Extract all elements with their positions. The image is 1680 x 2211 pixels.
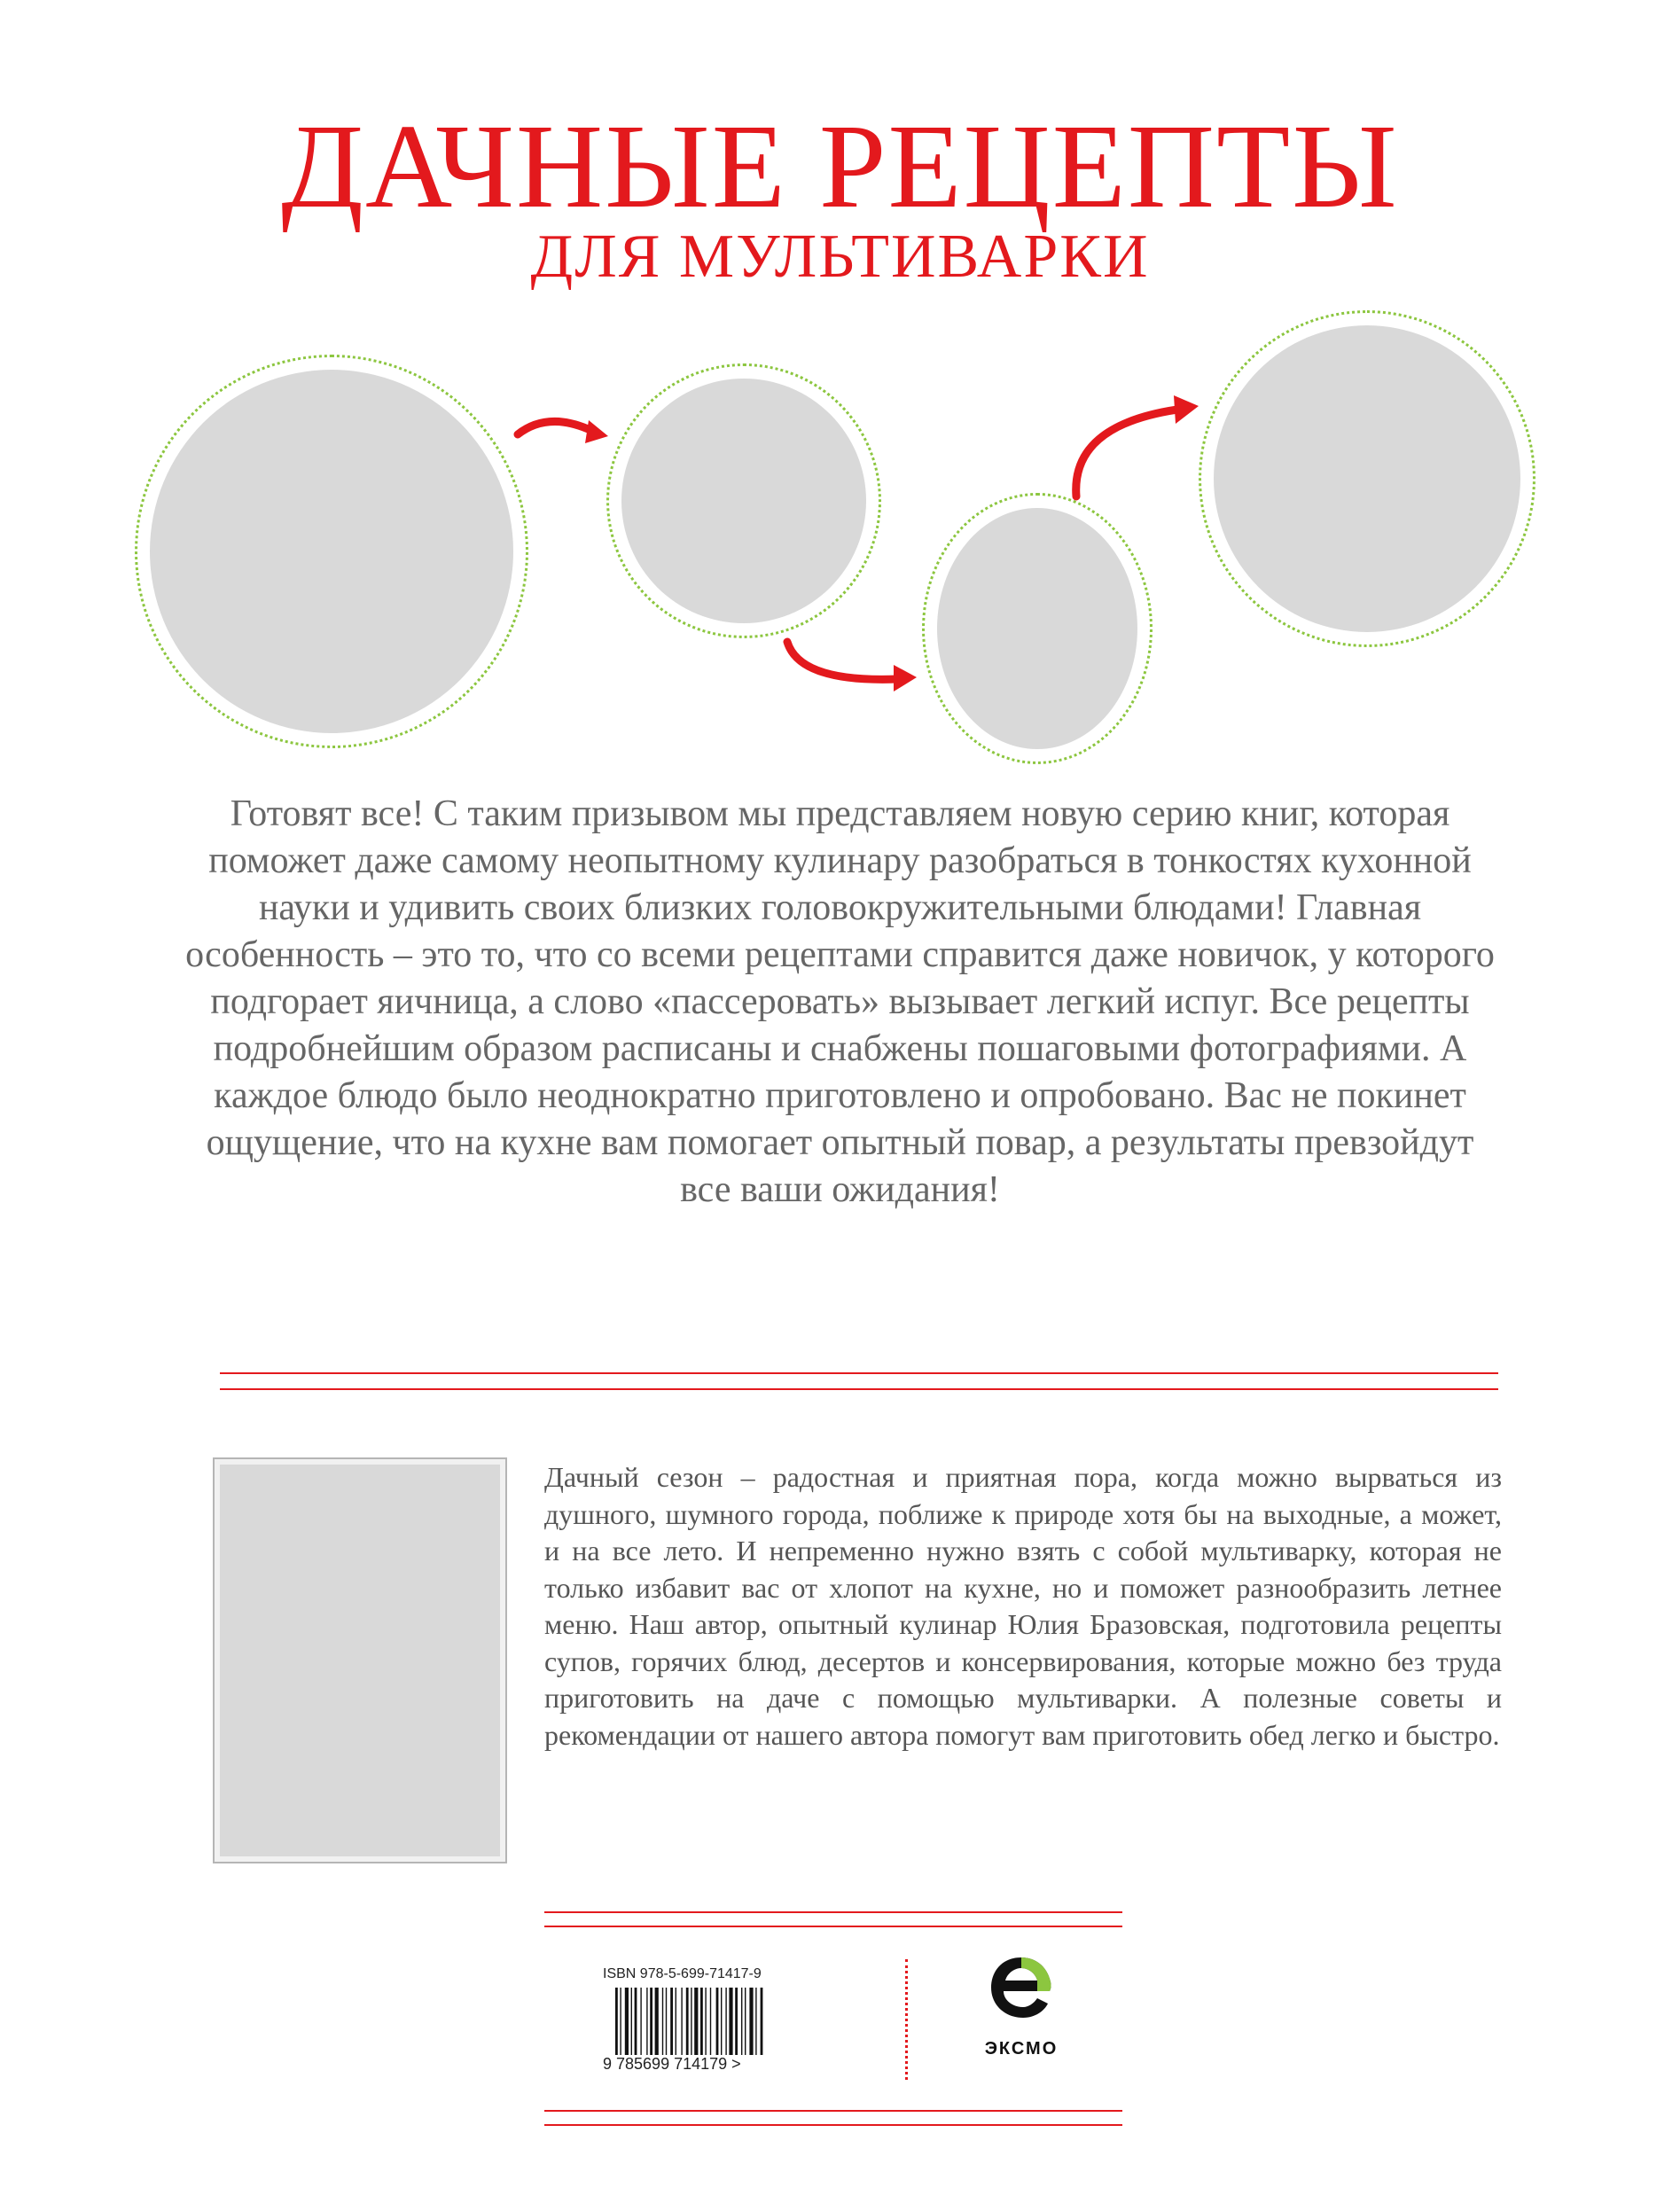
photo-placeholder (220, 1465, 500, 1856)
photo-placeholder (937, 508, 1137, 749)
divider-line (544, 1926, 1122, 1927)
eksmo-logo-icon (986, 1952, 1057, 2023)
isbn-label: ISBN 978-5-699-71417-9 (603, 1966, 762, 1981)
author-description: Дачный сезон – радостная и приятная пора, когда можно вырваться из душного, шумного города, поближе к природе хотя бы на выходные, а может, и на все лето. И непременно нужно взять с собой мультиварку, которая не только избавит вас от хлопот на кухне, но и поможет разнообразить летнее меню. Наш автор, опытный кулинар Юлия Бразовская, подготовила рецепты супов, горячих блюд, десертов и консервирования, которые можно без труда приготовить на даче с помощью мультиварки. А полезные советы и рекомендации от нашего автора помогут вам приготовить обед легко и быстро. (544, 1461, 1502, 1751)
author-photo (213, 1457, 507, 1863)
divider-line (220, 1372, 1498, 1374)
book-title: ДАЧНЫЕ РЕЦЕПТЫ (281, 100, 1399, 233)
arrow-right-icon (514, 408, 612, 461)
divider-line (544, 2124, 1122, 2126)
chopping-photo (606, 363, 881, 638)
barcode-bars (615, 1988, 837, 2055)
multicooker-photo (922, 493, 1153, 764)
divider-line (220, 1388, 1498, 1390)
arrow-up-right-icon (1064, 390, 1206, 505)
barcode-digits: 9 785699 714179 > (603, 2055, 741, 2073)
series-description: Готовят все! С таким призывом мы представляем новую серию книг, которая поможет даже самому неопытному кулинару разобраться в тонкостях кухонной науки и удивить своих близких головокружительными блюдами! Главная особенность – это то, что со всеми рецептами справится даже новичок, у которого подгорает яичница, а слово «пассеровать» вызывает легкий испуг. Все рецепты подробнейшим образом расписаны и снабжены пошаговыми фотографиями. А каждое блюдо было неоднократно приготовлено и опробовано. Вас не покинет ощущение, что на кухне вам помогает опытный повар, а результаты превзойдут все ваши ожидания! (185, 793, 1495, 1210)
soup-bowl-photo (1199, 310, 1535, 647)
ingredients-photo (135, 355, 528, 748)
dotted-separator (905, 1959, 908, 2080)
photo-placeholder (150, 370, 513, 733)
divider-line (544, 2110, 1122, 2112)
arrow-curve-right-icon (782, 629, 924, 700)
photo-placeholder (621, 379, 866, 623)
publisher-name: ЭКСМО (984, 2039, 1059, 2059)
divider-line (544, 1911, 1122, 1913)
book-subtitle: ДЛЯ МУЛЬТИВАРКИ (530, 223, 1150, 291)
photo-placeholder (1214, 325, 1520, 632)
barcode-block (603, 1966, 844, 2076)
